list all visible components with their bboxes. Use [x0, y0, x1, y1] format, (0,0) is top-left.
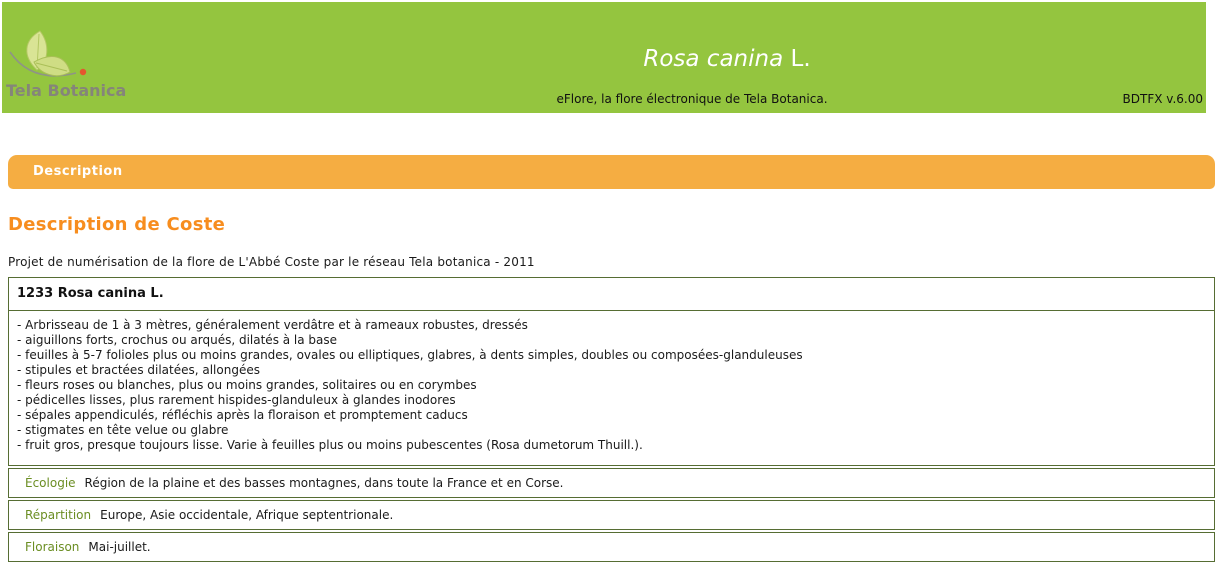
taxon-main-box	[8, 277, 1215, 466]
taxon-description	[9, 311, 1214, 465]
attribute-label: Écologie	[25, 476, 76, 490]
page-title	[643, 46, 810, 72]
taxon-table	[8, 277, 1215, 562]
taxon-name: 1233 Rosa canina L.	[9, 278, 1214, 311]
description-line: - stigmates en tête velue ou glabre	[17, 423, 229, 437]
section-heading: Description de Coste	[8, 214, 226, 235]
header-band	[2, 2, 1206, 113]
version-badge: BDTFX v.6.00	[1122, 92, 1203, 106]
description-line: - fruit gros, presque toujours lisse. Varie à feuilles plus ou moins pubescentes (Rosa dumetorum Thuill.).	[17, 438, 643, 452]
header-subtitle: eFlore, la flore électronique de Tela Botanica.	[556, 92, 828, 106]
species-author: L.	[783, 46, 811, 72]
species-name: Rosa canina	[643, 46, 784, 72]
attribute-row-ecologie	[8, 468, 1215, 498]
description-line: - feuilles à 5-7 folioles plus ou moins grandes, ovales ou elliptiques, glabres, à dents simples, doubles ou composées-glanduleuses	[17, 348, 803, 362]
tela-botanica-logo[interactable]	[4, 4, 127, 104]
description-line: - Arbrisseau de 1 à 3 mètres, généralement verdâtre et à rameaux robustes, dressés	[17, 318, 528, 332]
attribute-row-repartition	[8, 500, 1215, 530]
attribute-value: Région de la plaine et des basses montagnes, dans toute la France et en Corse.	[84, 476, 564, 490]
attribute-row-floraison	[8, 532, 1215, 562]
logo-wordmark: Tela Botanica	[6, 81, 127, 100]
attribute-label: Répartition	[25, 508, 92, 522]
description-line: - sépales appendiculés, réfléchis après la floraison et promptement caducs	[17, 408, 468, 422]
description-line: - aiguillons forts, crochus ou arqués, dilatés à la base	[17, 333, 338, 347]
description-line: - stipules et bractées dilatées, allongées	[17, 363, 260, 377]
description-line: - pédicelles lisses, plus rarement hispides-glanduleux à glandes inodores	[17, 393, 456, 407]
project-note: Projet de numérisation de la flore de L'Abbé Coste par le réseau Tela botanica - 2011	[8, 255, 535, 269]
attribute-value: Mai-juillet.	[88, 540, 151, 554]
attribute-value: Europe, Asie occidentale, Afrique septentrionale.	[100, 508, 394, 522]
tab-description[interactable]	[8, 155, 1215, 189]
logo-dot-icon	[80, 69, 86, 75]
description-line: - fleurs roses ou blanches, plus ou moins grandes, solitaires ou en corymbes	[17, 378, 477, 392]
attribute-label: Floraison	[25, 540, 80, 554]
tab-description-label: Description	[33, 164, 123, 179]
